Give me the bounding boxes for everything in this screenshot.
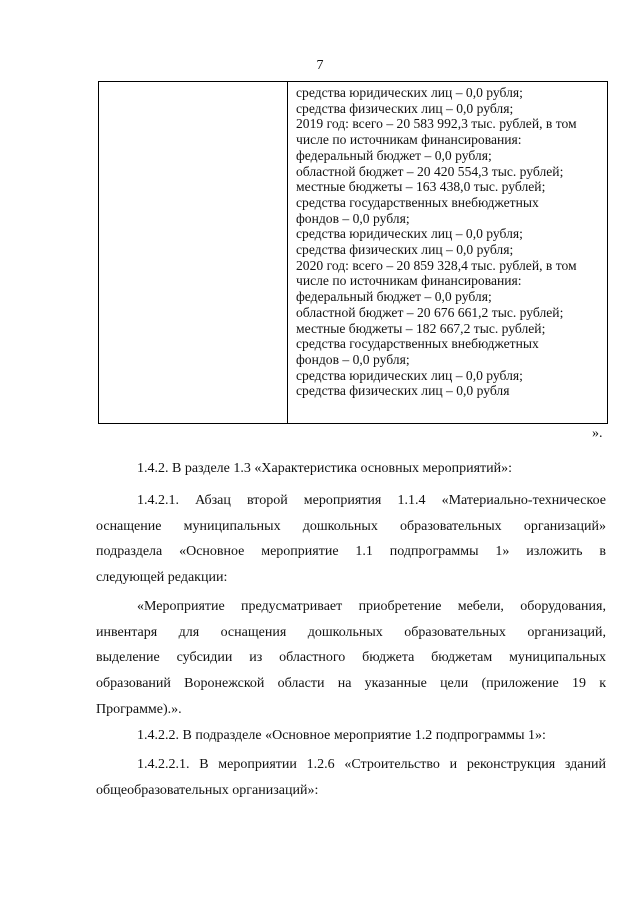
paragraph-1-4-2: 1.4.2. В разделе 1.3 «Характеристика основных мероприятий»: [137,461,513,476]
paragraph-line: инвентаря для оснащения дошкольных образовательных организаций, [96,624,606,640]
paragraph-line: 1.4.2.1. Абзац второй мероприятия 1.1.4 «Материально-техническое [137,493,606,508]
table-cell-text [296,85,601,399]
paragraph-line: «Мероприятие предусматривает приобретение мебели, оборудования, [137,599,606,614]
table-cell-line: фондов – 0,0 рубля; [296,351,410,367]
paragraph-1-4-2-1 [96,488,606,591]
table-cell-line: федеральный бюджет – 0,0 рубля; [296,289,492,305]
paragraph-1-4-2-2: 1.4.2.2. В подразделе «Основное мероприятие 1.2 подпрограммы 1»: [137,728,546,743]
table-cell-line: 2019 год: всего – 20 583 992,3 тыс. рублей, в том [296,116,577,132]
table-cell-line: числе по источникам финансирования: [296,273,522,289]
table-cell-line: местные бюджеты – 182 667,2 тыс. рублей; [296,320,546,336]
table-cell-line: средства юридических лиц – 0,0 рубля; [296,85,523,100]
table-cell-line: средства физических лиц – 0,0 рубля [296,383,510,399]
table-cell-line: областной бюджет – 20 420 554,3 тыс. рублей; [296,163,564,179]
table-cell-line: средства физических лиц – 0,0 рубля; [296,242,514,258]
paragraph-line: выделение субсидии из областного бюджета бюджетам муниципальных [96,650,606,666]
table-cell-line: средства государственных внебюджетных [296,194,539,210]
table-cell-line: средства физических лиц – 0,0 рубля; [296,100,514,116]
paragraph-line: следующей редакции: [96,570,228,586]
table-cell-line: федеральный бюджет – 0,0 рубля; [296,147,492,163]
paragraph-1-4-2-2-1 [96,752,606,803]
table-cell-line: фондов – 0,0 рубля; [296,210,410,226]
table-cell-line: средства юридических лиц – 0,0 рубля; [296,367,523,383]
table-column-divider [287,82,288,423]
paragraph-line: 1.4.2.2.1. В мероприятии 1.2.6 «Строительство и реконструкция зданий [137,757,606,772]
funding-table [98,81,608,424]
paragraph-line: общеобразовательных организаций»: [96,782,319,798]
page-number: 7 [316,58,324,73]
table-cell-line: средства государственных внебюджетных [296,336,539,352]
quoted-paragraph [96,594,606,723]
table-cell-line: средства юридических лиц – 0,0 рубля; [296,226,523,242]
closing-quote: ». [592,426,603,441]
paragraph-line: образований Воронежской области на указанные цели (приложение 19 к [96,676,606,692]
table-cell-line: числе по источникам финансирования: [296,132,522,148]
paragraph-line: оснащение муниципальных дошкольных образовательных организаций» [96,518,606,534]
table-cell-line: местные бюджеты – 163 438,0 тыс. рублей; [296,179,546,195]
paragraph-line: подраздела «Основное мероприятие 1.1 подпрограммы 1» изложить в [96,544,606,560]
table-cell-line: областной бюджет – 20 676 661,2 тыс. рублей; [296,304,564,320]
table-cell-line: 2020 год: всего – 20 859 328,4 тыс. рублей, в том [296,257,577,273]
paragraph-line: Программе).». [96,701,182,717]
